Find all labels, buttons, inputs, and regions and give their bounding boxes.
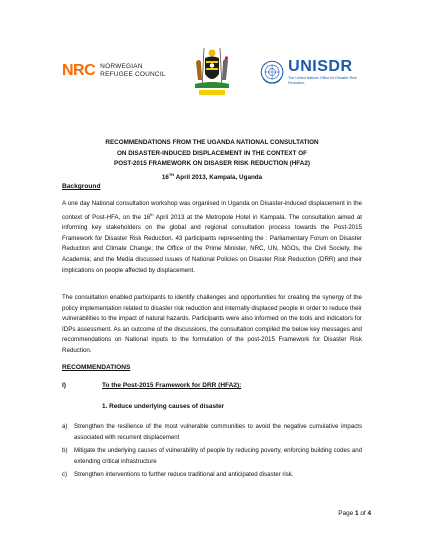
nrc-logo-line1: NORWEGIAN [100,63,143,70]
title-line-3: POST-2015 FRAMEWORK ON DISASER RISK REDUCTION (HFA2) [114,160,310,167]
list-item-text: Strengthen the resilience of the most vulnerable communities to avoid the negative cumulative impacts associated with recurrent displacement [74,423,362,441]
background-paragraph-2: The consultation enabled participants to identify challenges and opportunities for creating the synergy of the policy implementation related to disaster risk reduction and internally displaced people in order to reduce their vulnerabilities to the impact of natural hazards. Participants were also informed on the tools and indicators for IDPs assessment. As an outcome of the discussions, the consultation compiled the below key messages and recommendations on National inputs to the formulation of the post-2015 Framework for Disaster Risk Reduction. [62,294,362,354]
footer-of-word: of [358,510,368,517]
recommendations-heading: RECOMMENDATIONS [62,364,131,371]
title-date-day: 16 [161,173,169,181]
un-emblem-icon [260,58,284,86]
nrc-logo-mark: NRC [62,62,96,79]
unisdr-wordmark: UNISDR [288,58,353,75]
section-title: To the Post-2015 Framework for DRR (HFA2): [102,382,242,389]
background-paragraph-1-a: A one day National consultation workshop was organised in Uganda on Disaster-induced displacement in the context of Post-HFA, on the 16 [62,200,362,221]
nrc-logo-text [100,63,165,79]
unisdr-subtitle: The United Nations Office for Disaster Risk Reduction [288,76,357,85]
list-item-text: Mitigate the underlying causes of vulnerability of people by reducing poverty, enforcing building codes and extending critical infrastructure [74,447,362,465]
footer-page-number: 1 [354,510,359,517]
list-item [62,422,362,443]
recommendation-list [62,422,362,484]
nrc-logo-line2: REFUGEE COUNCIL [100,71,166,78]
footer-page-total: 4 [367,510,371,517]
title-line-2: ON DISASTER-INDUCED DISPLACEMENT IN THE CONTEXT OF [117,149,307,157]
list-item-marker: c) [62,471,68,479]
list-item [62,446,362,467]
title-line-1: RECOMMENDATIONS FROM THE UGANDA NATIONAL CONSULTATION [105,139,319,146]
list-item-marker: b) [62,447,68,455]
list-item-text: Strengthen interventions to further reduce traditional and anticipated disaster risk. [74,471,294,479]
title-date-suffix: TH [168,171,175,177]
section-number: I) [62,382,66,389]
logo-row [62,44,362,100]
footer-page-word: Page [338,510,355,517]
uganda-coat-of-arms-icon [190,44,234,100]
title-date-rest: April 2013, Kampala, Uganda [174,173,263,181]
background-paragraph-1-b: April 2013 at the Metropole Hotel in Kampala. The consultation aimed at informing key stakeholders on the global and regional consultation process towards the Post-2015 Framework for Disaster Risk Reduction. 43 participants representing the : Parliamentary Forum on Disaster Reduction and Climate Change; the Office of the Prime Minister, NRC, UN, NGOs, the Civil Society, the Academia; and the Media discussed issues of National Policies on Disaster Risk Reduction (DRR) and their implications on people affected by displacement. [62,213,362,274]
subsection-title: 1. Reduce underlying causes of disaster [102,403,225,410]
unisdr-logo [260,58,362,86]
page-footer [338,510,371,517]
document-title [62,138,362,183]
background-heading: Background [62,183,101,190]
nrc-logo [62,62,166,80]
list-item [62,470,362,481]
background-paragraph-1-sup: th [150,212,154,217]
title-date [62,170,362,184]
list-item-marker: a) [62,423,68,430]
background-paragraph-1 [62,199,362,276]
unisdr-logo-text [288,58,362,86]
